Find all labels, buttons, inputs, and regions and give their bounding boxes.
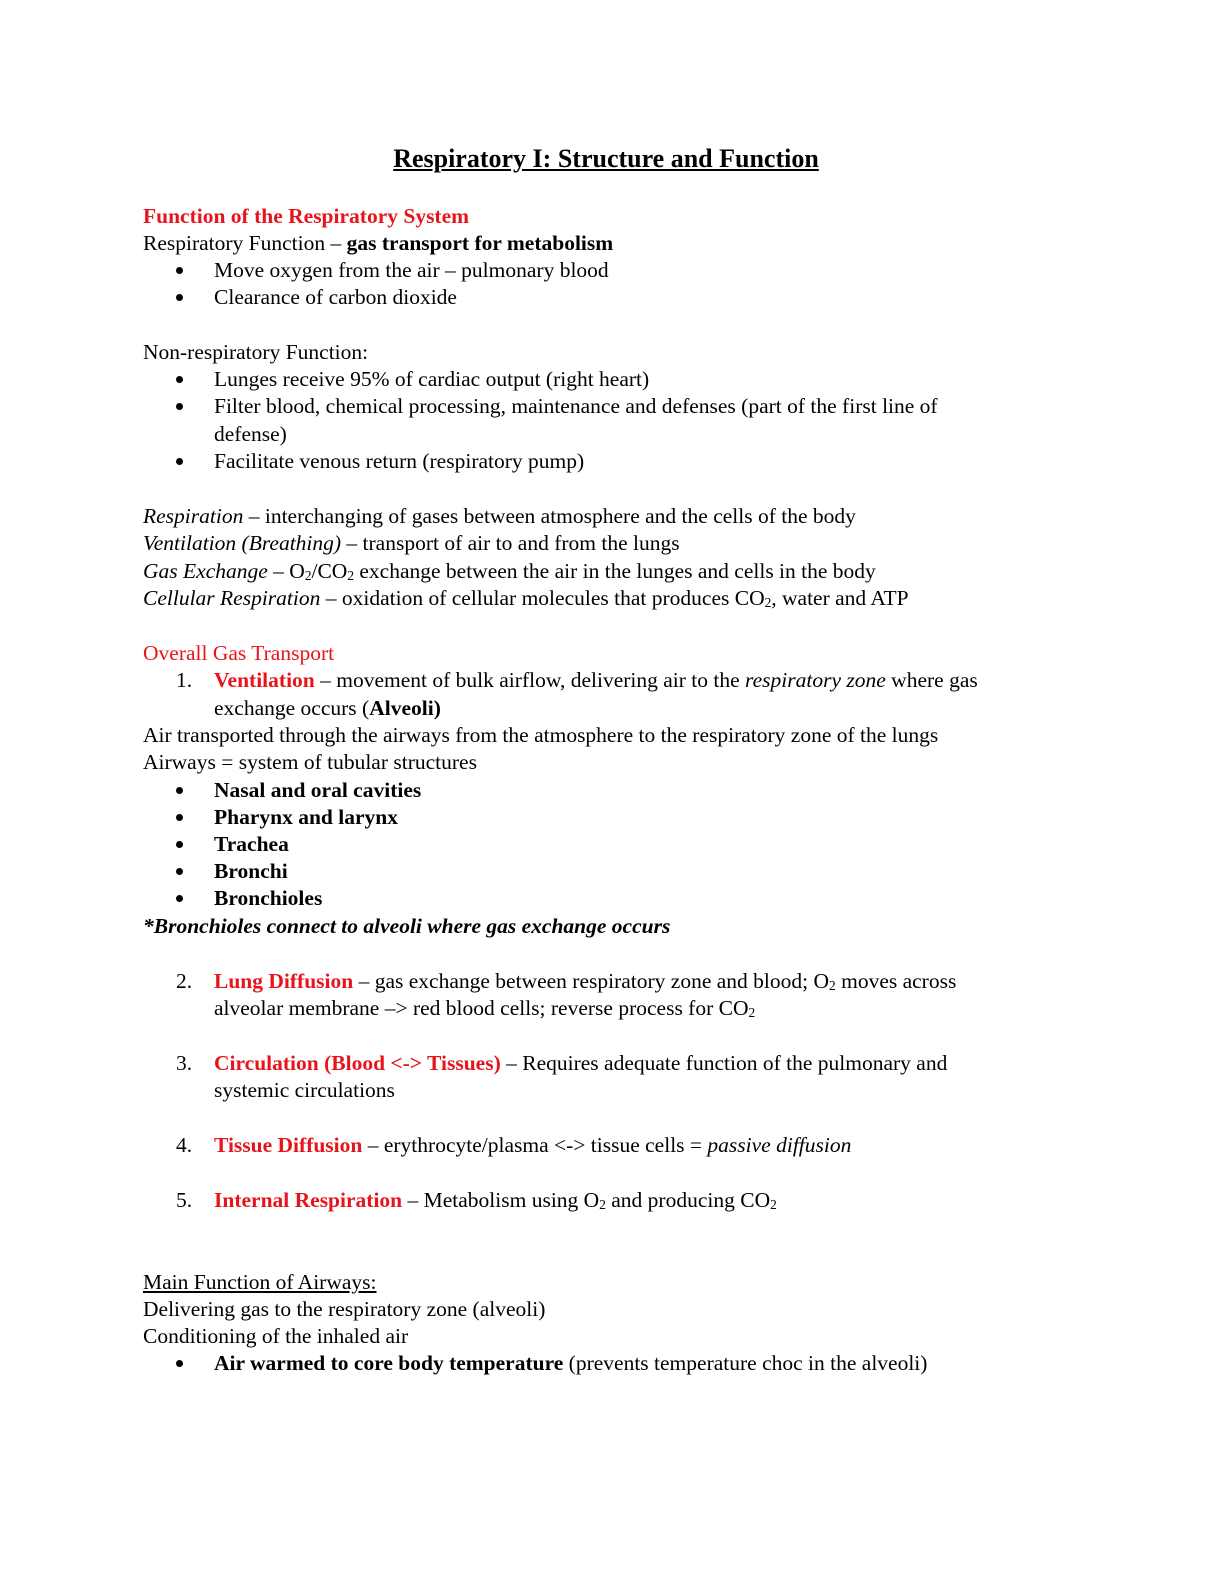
paragraph-line: Delivering gas to the respiratory zone (alveoli) bbox=[143, 1297, 546, 1321]
term: Cellular Respiration bbox=[143, 586, 321, 610]
list-item: Pharynx and larynx bbox=[214, 805, 398, 829]
item-text: – erythrocyte/plasma <-> tissue cells = bbox=[362, 1133, 708, 1157]
list-item: Facilitate venous return (respiratory pump) bbox=[214, 449, 585, 473]
section-heading-non-respiratory: Non-respiratory Function: bbox=[143, 340, 369, 364]
section-heading-respiratory-function: Function of the Respiratory System bbox=[143, 204, 470, 228]
respiratory-function-line bbox=[143, 230, 613, 257]
section-heading-gas-transport: Overall Gas Transport bbox=[143, 641, 335, 665]
definition-text: – O bbox=[267, 559, 305, 583]
subscript: 2 bbox=[304, 567, 312, 583]
list-item: Clearance of carbon dioxide bbox=[214, 285, 457, 309]
list-number: 3. bbox=[176, 1051, 193, 1075]
definition-text: – interchanging of gases between atmosphere and the cells of the body bbox=[243, 504, 856, 528]
item-text: – Metabolism using O bbox=[402, 1188, 600, 1212]
item-text: – movement of bulk airflow, delivering air to the bbox=[314, 668, 746, 692]
list-item: Bronchi bbox=[214, 859, 288, 883]
item-text: (prevents temperature choc in the alveoli) bbox=[563, 1351, 928, 1375]
paragraph-line: Conditioning of the inhaled air bbox=[143, 1324, 409, 1348]
definition-text: /CO bbox=[311, 559, 348, 583]
list-number: 5. bbox=[176, 1188, 193, 1212]
numbered-item-continuation bbox=[214, 695, 441, 722]
term: Respiration bbox=[143, 504, 244, 528]
item-text: alveolar membrane –> red blood cells; reverse process for CO bbox=[214, 996, 749, 1020]
list-item: Bronchioles bbox=[214, 886, 323, 910]
definition-text: , water and ATP bbox=[771, 586, 909, 610]
item-text: exchange occurs ( bbox=[214, 696, 370, 720]
subscript: 2 bbox=[829, 977, 836, 993]
definition-respiration bbox=[143, 503, 856, 530]
subscript: 2 bbox=[764, 594, 772, 610]
term: Ventilation (Breathing) bbox=[143, 531, 342, 555]
subscript: 2 bbox=[748, 1004, 756, 1020]
page-title: Respiratory I: Structure and Function bbox=[393, 144, 819, 173]
list-item: Filter blood, chemical processing, maintenance and defenses (part of the first line of bbox=[214, 394, 938, 418]
subscript: 2 bbox=[599, 1196, 606, 1212]
list-item bbox=[214, 1350, 927, 1377]
definition-gas-exchange bbox=[143, 558, 876, 585]
subscript: 2 bbox=[770, 1196, 777, 1212]
definition-text: – transport of air to and from the lungs bbox=[341, 531, 680, 555]
definition-text: exchange between the air in the lunges and cells in the body bbox=[354, 559, 876, 583]
list-item: Lunges receive 95% of cardiac output (right heart) bbox=[214, 367, 650, 391]
definition-text: – oxidation of cellular molecules that produces CO bbox=[320, 586, 765, 610]
numbered-item-continuation: systemic circulations bbox=[214, 1078, 395, 1102]
numbered-item-ventilation bbox=[214, 667, 978, 694]
note-line: *Bronchioles connect to alveoli where gas exchange occurs bbox=[143, 914, 671, 938]
italic-text: respiratory zone bbox=[745, 668, 886, 692]
term: Ventilation bbox=[214, 668, 315, 692]
numbered-item-circulation bbox=[214, 1050, 947, 1077]
item-text: – gas exchange between respiratory zone and blood; O bbox=[353, 969, 830, 993]
item-text: where gas bbox=[885, 668, 978, 692]
bold-text: Alveoli) bbox=[369, 696, 441, 720]
numbered-item-tissue-diffusion bbox=[214, 1132, 851, 1159]
bold-text: gas transport for metabolism bbox=[346, 231, 614, 255]
item-text: and producing CO bbox=[605, 1188, 771, 1212]
term: Gas Exchange bbox=[143, 559, 268, 583]
section-heading-airways: Main Function of Airways: bbox=[143, 1270, 377, 1294]
list-item: Move oxygen from the air – pulmonary blood bbox=[214, 258, 609, 282]
paragraph-line: Air transported through the airways from the atmosphere to the respiratory zone of the lungs bbox=[143, 723, 939, 747]
item-text: – Requires adequate function of the pulmonary and bbox=[500, 1051, 948, 1075]
item-text: moves across bbox=[835, 969, 957, 993]
list-item: Nasal and oral cavities bbox=[214, 778, 422, 802]
term: Tissue Diffusion bbox=[214, 1133, 363, 1157]
numbered-item-continuation bbox=[214, 995, 755, 1022]
italic-text: passive diffusion bbox=[707, 1133, 852, 1157]
definition-cellular-respiration bbox=[143, 585, 909, 612]
paragraph-line: Airways = system of tubular structures bbox=[143, 750, 477, 774]
list-number: 2. bbox=[176, 969, 193, 993]
list-number: 4. bbox=[176, 1133, 193, 1157]
numbered-item-lung-diffusion bbox=[214, 968, 956, 995]
subscript: 2 bbox=[347, 567, 354, 583]
list-item-continuation: defense) bbox=[214, 422, 287, 446]
list-number: 1. bbox=[176, 668, 193, 692]
term: Lung Diffusion bbox=[214, 969, 354, 993]
numbered-item-internal-respiration bbox=[214, 1187, 777, 1214]
list-item: Trachea bbox=[214, 832, 289, 856]
definition-ventilation bbox=[143, 530, 680, 557]
term: Internal Respiration bbox=[214, 1188, 403, 1212]
term: Circulation (Blood <-> Tissues) bbox=[214, 1051, 501, 1075]
bold-text: Air warmed to core body temperature bbox=[214, 1351, 564, 1375]
label: Respiratory Function – bbox=[143, 231, 347, 255]
